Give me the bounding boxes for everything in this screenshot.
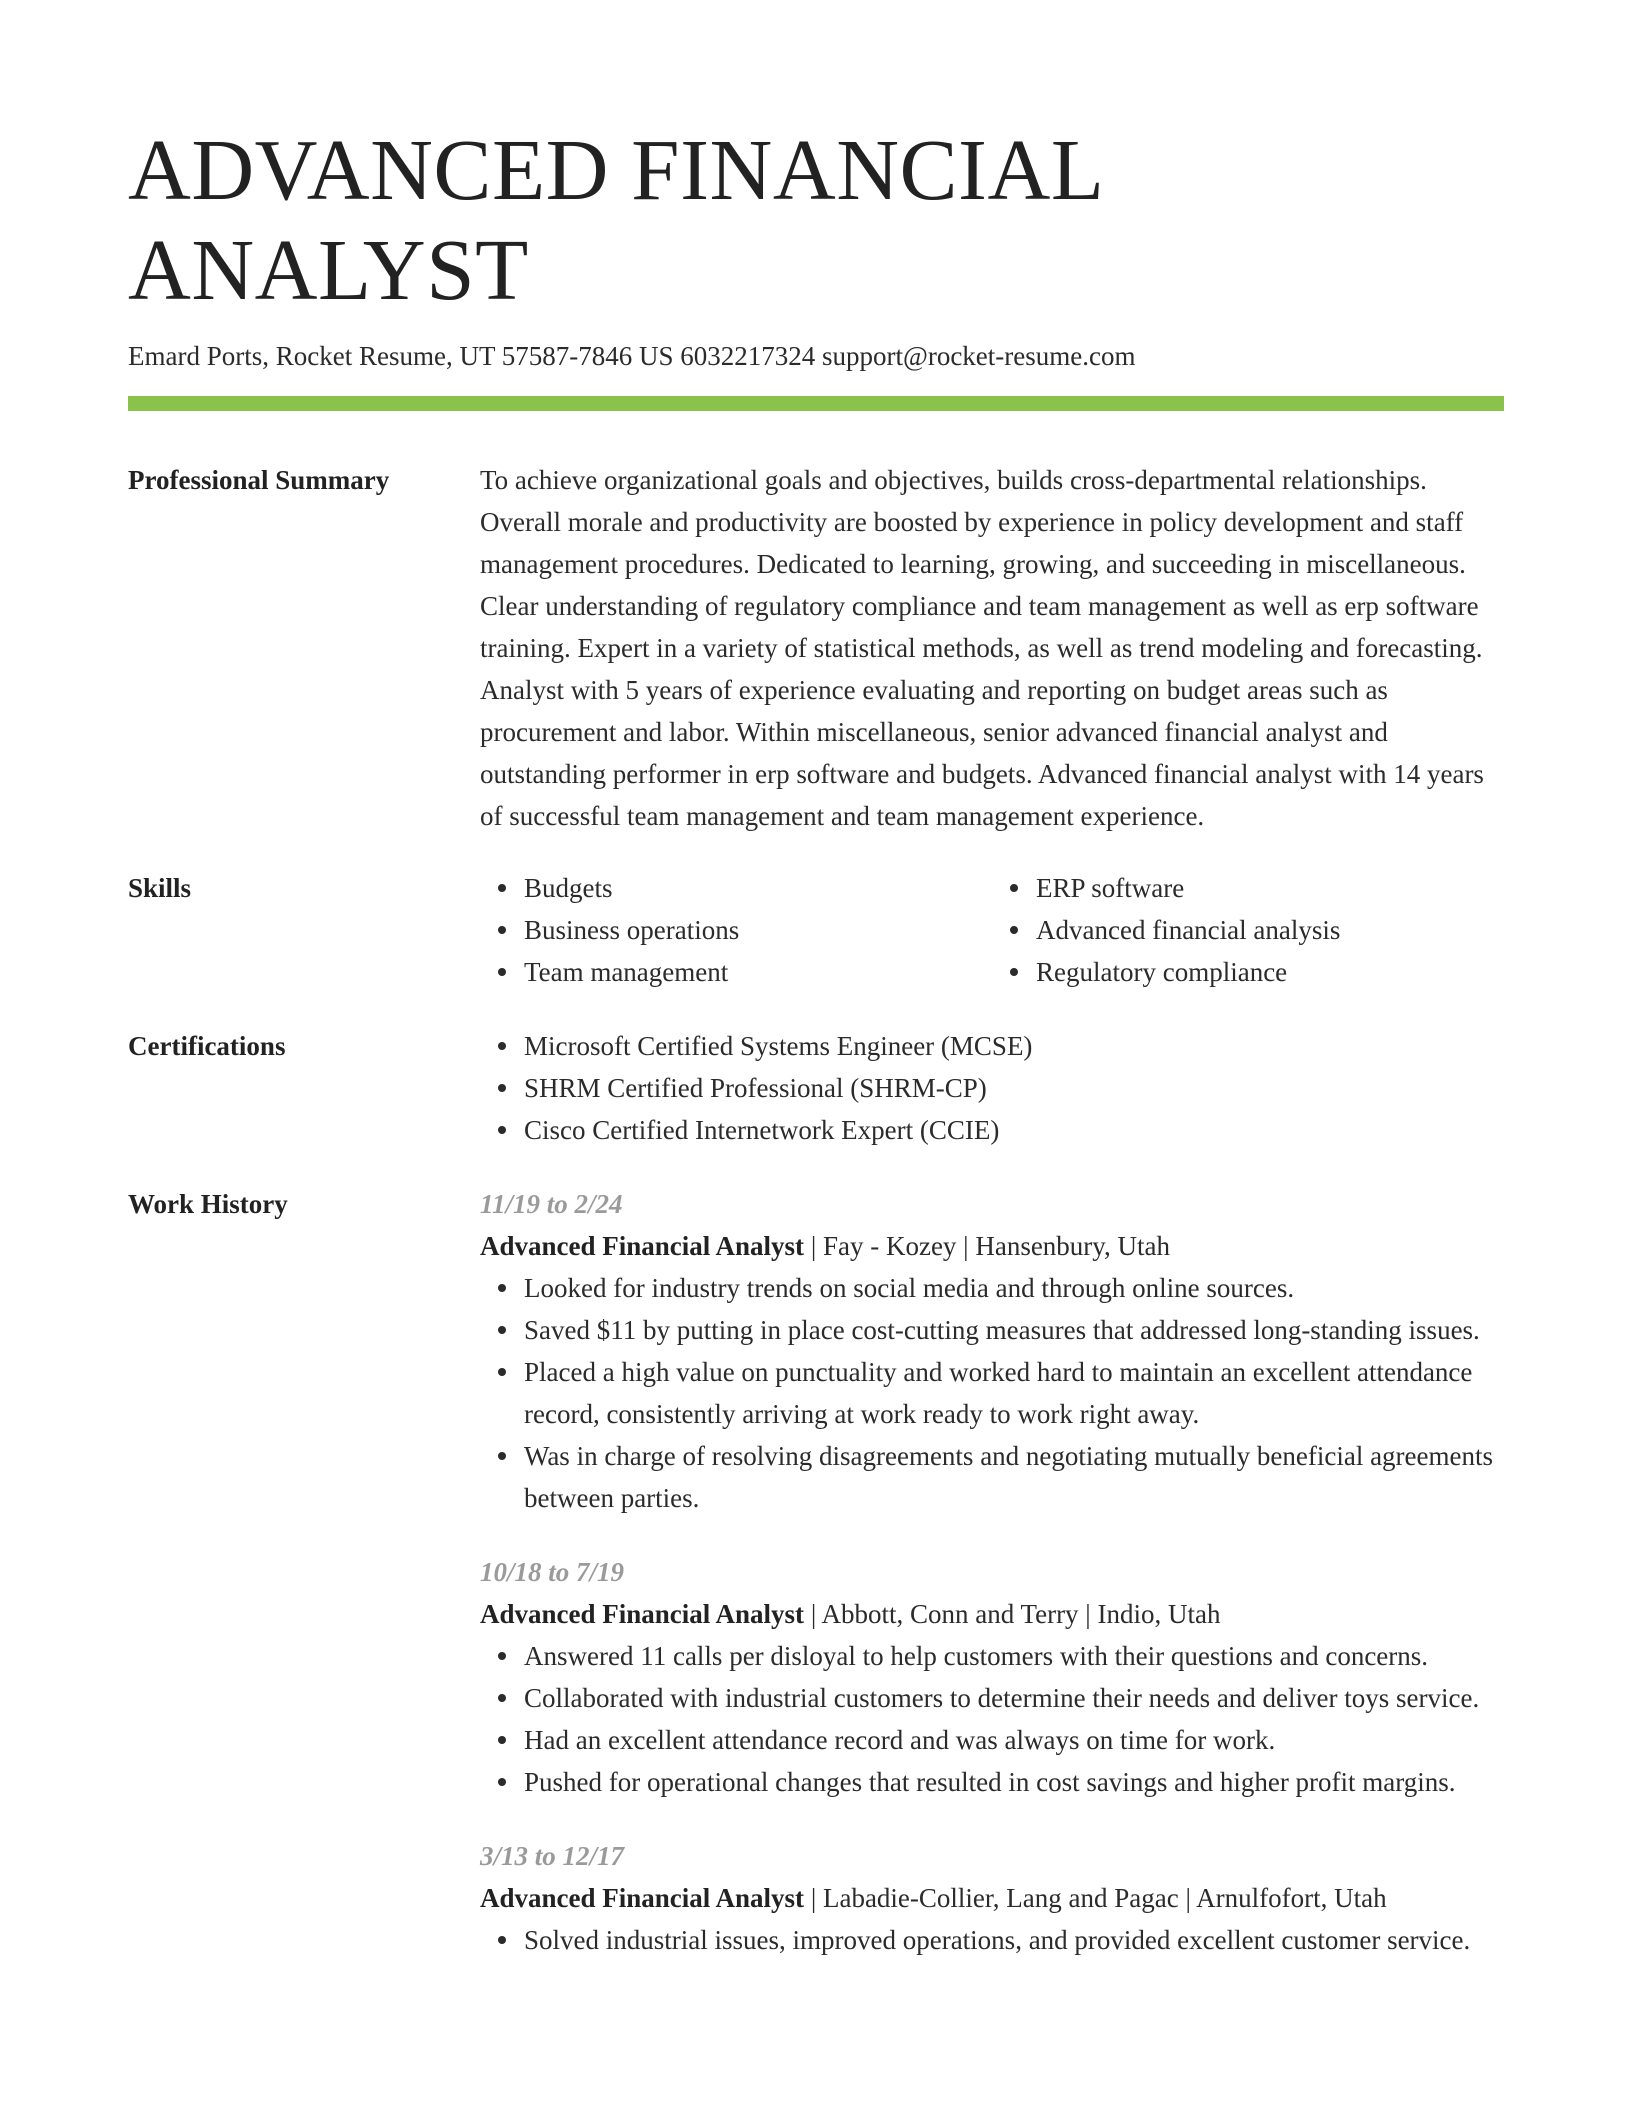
job-bullets [480, 1919, 1504, 1961]
certification-item: Cisco Certified Internetwork Expert (CCIE) [524, 1109, 1504, 1151]
job-title-line [480, 1877, 1504, 1919]
job-title-line [480, 1225, 1504, 1267]
certification-item: SHRM Certified Professional (SHRM-CP) [524, 1067, 1504, 1109]
job-role: Advanced Financial Analyst [480, 1883, 805, 1913]
job-entry [480, 1835, 1504, 1961]
job-details: | Labadie-Collier, Lang and Pagac | Arnulfofort, Utah [804, 1883, 1387, 1913]
summary-text: To achieve organizational goals and objectives, builds cross-departmental relationships. Overall morale and productivity are boosted by experience in policy development and staff management procedures. Dedicated to learning, growing, and succeeding in miscellaneous. Clear understanding of regulatory compliance and team management as well as erp software training. Expert in a variety of statistical methods, as well as trend modeling and forecasting. Analyst with 5 years of experience evaluating and reporting on budget areas such as procurement and labor. Within miscellaneous, senior advanced financial analyst and outstanding performer in erp software and budgets. Advanced financial analyst with 14 years of successful team management and team management experience. [480, 465, 1484, 831]
skills-body [480, 867, 1504, 993]
header-divider [128, 396, 1504, 411]
skill-item: Advanced financial analysis [1036, 909, 1504, 951]
job-bullet: Collaborated with industrial customers to determine their needs and deliver toys service. [524, 1677, 1504, 1719]
job-bullet: Answered 11 calls per disloyal to help customers with their questions and concerns. [524, 1635, 1504, 1677]
certifications-body [480, 1025, 1504, 1151]
skills-column-1 [480, 867, 992, 993]
skills-heading: Skills [128, 873, 192, 903]
job-dates: 10/18 to 7/19 [480, 1557, 625, 1587]
job-bullet: Had an excellent attendance record and was always on time for work. [524, 1719, 1504, 1761]
job-bullet: Placed a high value on punctuality and worked hard to maintain an excellent attendance record, consistently arriving at work ready to work right away. [524, 1351, 1504, 1435]
job-bullet: Pushed for operational changes that resulted in cost savings and higher profit margins. [524, 1761, 1504, 1803]
job-entry [480, 1183, 1504, 1519]
skill-item: Regulatory compliance [1036, 951, 1504, 993]
job-title-line [480, 1593, 1504, 1635]
certification-item: Microsoft Certified Systems Engineer (MCSE) [524, 1025, 1504, 1067]
job-details: | Abbott, Conn and Terry | Indio, Utah [804, 1599, 1221, 1629]
job-entry [480, 1551, 1504, 1803]
job-bullets [480, 1635, 1504, 1803]
job-details: | Fay - Kozey | Hansenbury, Utah [804, 1231, 1171, 1261]
job-role: Advanced Financial Analyst [480, 1599, 805, 1629]
summary-section [128, 459, 1504, 837]
work-history-heading: Work History [128, 1189, 288, 1219]
work-history-section [128, 1183, 1504, 1961]
summary-body [480, 459, 1504, 837]
job-dates: 3/13 to 12/17 [480, 1841, 625, 1871]
job-bullet: Solved industrial issues, improved operations, and provided excellent customer service. [524, 1919, 1504, 1961]
skill-item: Business operations [524, 909, 992, 951]
certifications-list [480, 1025, 1504, 1151]
summary-heading: Professional Summary [128, 465, 390, 495]
certifications-heading: Certifications [128, 1031, 286, 1061]
skills-column-2 [992, 867, 1504, 993]
contact-line: Emard Ports, Rocket Resume, UT 57587-7846 US 6032217324 support@rocket-resume.com [128, 341, 1136, 371]
job-bullet: Was in charge of resolving disagreements and negotiating mutually beneficial agreements between parties. [524, 1435, 1504, 1519]
job-dates: 11/19 to 2/24 [480, 1189, 623, 1219]
work-history-body [480, 1183, 1504, 1961]
skill-item: ERP software [1036, 867, 1504, 909]
skill-item: Team management [524, 951, 992, 993]
skills-section [128, 867, 1504, 993]
resume-title: ADVANCED FINANCIAL ANALYST [128, 121, 1102, 318]
job-bullets [480, 1267, 1504, 1519]
job-role: Advanced Financial Analyst [480, 1231, 805, 1261]
certifications-section [128, 1025, 1504, 1151]
job-bullet: Saved $11 by putting in place cost-cutting measures that addressed long-standing issues. [524, 1309, 1504, 1351]
skill-item: Budgets [524, 867, 992, 909]
job-bullet: Looked for industry trends on social media and through online sources. [524, 1267, 1504, 1309]
